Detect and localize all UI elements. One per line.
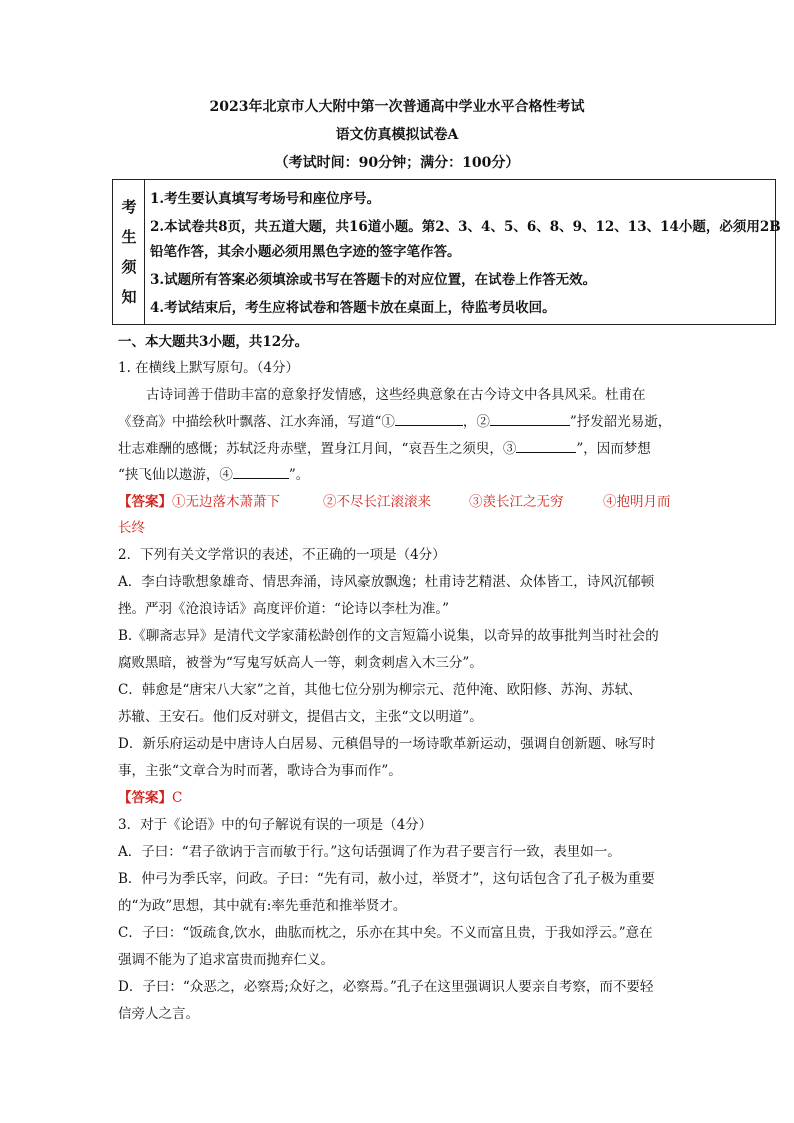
blank-line-1[interactable] [395,413,463,426]
notice-label-char: 知 [121,288,137,306]
q1-text: ”抒发韶光易逝， [569,414,672,430]
answer-value: C [172,790,183,806]
notice-label-char: 须 [121,258,137,276]
q1-paragraph-line [118,463,309,483]
q1-answer-line [118,490,280,510]
q3-option-line: 的“为政”思想，其中就有:率先垂范和推举贤才。 [118,898,407,914]
q3-option-line: D．子曰：“众恶之，必察焉;众好之，必察焉。”孔子在这里强调识人要亲自考察，而不要轻 [118,979,654,995]
notice-label-char: 考 [121,198,137,216]
notice-item: 1.考生要认真填写考场号和座位序号。 [150,191,381,207]
answer-item-continued: 长终 [118,520,145,536]
q2-option-line: 腐败黑暗，被誉为“写鬼写妖高人一等，刺贪刺虐入木三分”。 [118,655,483,671]
q2-option-line: A．李白诗歌想象雄奇、情思奔涌，诗风豪放飘逸；杜甫诗艺精湛、众体皆工，诗风沉郁顿 [118,574,655,590]
q2-answer-line [118,786,182,806]
q3-option-line: 强调不能为了追求富贵而抛弃仁义。 [118,952,334,968]
notice-label [113,180,145,324]
notice-label-char: 生 [121,228,137,246]
notice-item: 2.本试卷共8页，共五道大题，共16道小题。第2、3、4、5、6、8、9、12、13、14小题，必须用2B [150,219,781,235]
answer-item: ③羡长江之无穷 [469,494,564,510]
notice-item: 3.试题所有答案必须填涂或书写在答题卡的对应位置，在试卷上作答无效。 [150,272,597,288]
q2-option-line: C．韩愈是“唐宋八大家”之首，其他七位分别为柳宗元、范仲淹、欧阳修、苏洵、苏轼、 [118,682,642,698]
q1-text: ，② [462,414,490,430]
q1-prompt: 1. 在横线上默写原句。（4分） [118,360,300,376]
q3-option-line: A．子曰：“君子欲讷于言而敏于行。”这句话强调了作为君子要言行一致，表里如一。 [118,844,621,860]
answer-item: ②不尽长江滚滚来 [323,494,431,510]
q2-option-line: 事，主张“文章合为时而著，歌诗合为事而作”。 [118,763,402,779]
notice-box [112,179,781,325]
notice-item: 4.考试结束后，考生应将试卷和答题卡放在桌面上，待监考员收回。 [150,300,556,316]
q2-option-line: 挫。严羽《沧浪诗话》高度评价道：“论诗以李杜为准。” [118,601,450,617]
blank-line-4[interactable] [233,466,289,479]
answer-item: ①无边落木萧萧下 [172,494,280,510]
q1-paragraph-line [118,410,671,430]
q1-paragraph-line: 古诗词善于借助丰富的意象抒发情感，这些经典意象在古今诗文中各具风采。杜甫在 [146,387,646,403]
q2-option-line: 苏辙、王安石。他们反对骈文，提倡古文，主张“文以明道”。 [118,709,483,725]
q3-option-line: 信旁人之言。 [118,1006,199,1022]
section-heading: 一、本大题共3小题，共12分。 [118,334,309,350]
q1-text: “挟飞仙以遨游，④ [118,467,233,483]
q3-option-line: B．仲弓为季氏宰，问政。子曰：“先有司，赦小过，举贤才”，这句话包含了孔子极为重要 [118,871,655,887]
q1-text: ”，因而梦想 [576,441,651,457]
notice-item: 铅笔作答，其余小题必须用黑色字迹的签字笔作答。 [150,244,461,260]
answer-tag: 【答案】 [118,494,172,510]
q1-paragraph-line [118,437,651,457]
q2-option-line: B.《聊斋志异》是清代文学家蒲松龄创作的文言短篇小说集，以奇异的故事批判当时社会的 [118,628,659,644]
q2-option-line: D．新乐府运动是中唐诗人白居易、元稹倡导的一场诗歌革新运动，强调自创新题、咏写时 [118,736,656,752]
exam-info: （考试时间：90分钟；满分：100分） [274,155,520,171]
q1-text: 《登高》中描绘秋叶飘落、江水奔涌，写道“① [118,414,395,430]
exam-title: 2023年北京市人大附中第一次普通高中学业水平合格性考试 [209,99,585,115]
blank-line-2[interactable] [490,413,570,426]
exam-subtitle: 语文仿真模拟试卷A [335,127,459,143]
q1-text: ”。 [288,467,310,483]
answer-item: ④抱明月而 [603,494,671,510]
q1-text: 壮志难酬的感慨；苏轼泛舟赤壁，置身江月间，“哀吾生之须臾，③ [118,441,517,457]
q3-prompt: 3．对于《论语》中的句子解说有误的一项是（4分） [118,817,433,833]
answer-tag: 【答案】 [118,790,172,806]
q2-prompt: 2．下列有关文学常识的表述，不正确的一项是（4分） [118,547,446,563]
q3-option-line: C．子曰：“饭疏食,饮水，曲肱而枕之，乐亦在其中矣。不义而富且贵，于我如浮云。”意在 [118,925,653,941]
blank-line-3[interactable] [516,440,576,453]
